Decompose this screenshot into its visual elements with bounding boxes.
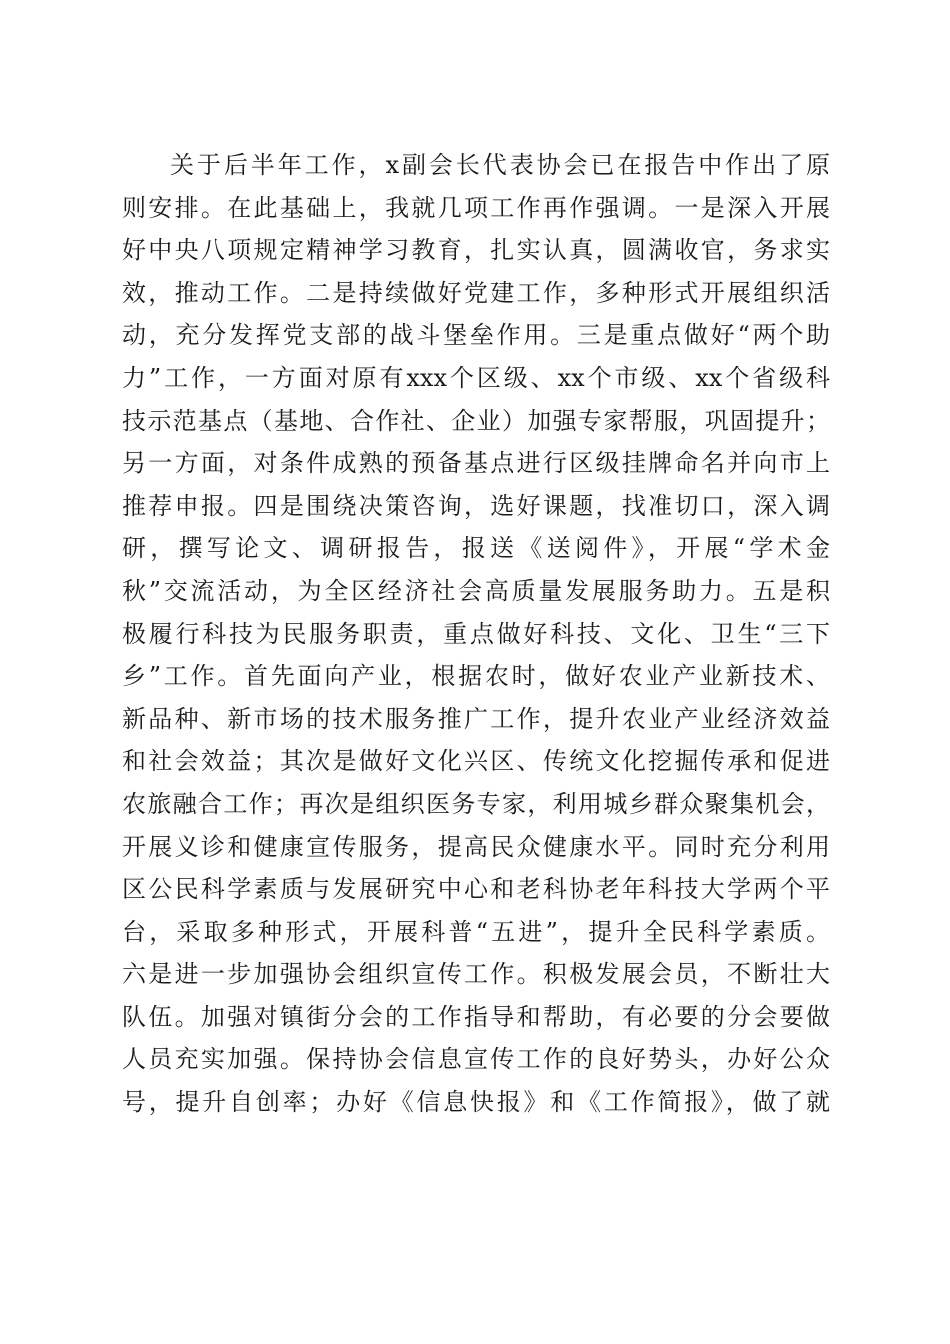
- text-line: 好中央八项规定精神学习教育，扎实认真，圆满收官，务求实: [122, 236, 830, 265]
- text-line: 人员充实加强。保持协会信息宣传工作的良好势头，办好公众: [122, 1045, 830, 1074]
- text-line: 乡”工作。首先面向产业，根据农时，做好农业产业新技术、: [122, 662, 830, 691]
- text-line: 动，充分发挥党支部的战斗堡垒作用。三是重点做好“两个助: [122, 321, 830, 350]
- text-line: 效，推动工作。二是持续做好党建工作，多种形式开展组织活: [122, 278, 830, 307]
- text-line: 技示范基点（基地、合作社、企业）加强专家帮服，巩固提升；: [122, 406, 830, 435]
- text-line: 队伍。加强对镇街分会的工作指导和帮助，有必要的分会要做: [122, 1002, 830, 1031]
- text-line: 新品种、新市场的技术服务推广工作，提升农业产业经济效益: [122, 704, 830, 733]
- text-line: 则安排。在此基础上，我就几项工作再作强调。一是深入开展: [122, 193, 830, 222]
- text-line: 推荐申报。四是围绕决策咨询，选好课题，找准切口，深入调: [122, 491, 830, 520]
- text-line: 研，撰写论文、调研报告，报送《送阅件》，开展“学术金: [122, 534, 830, 563]
- text-line: 极履行科技为民服务职责，重点做好科技、文化、卫生“三下: [122, 619, 830, 648]
- text-line: 开展义诊和健康宣传服务，提高民众健康水平。同时充分利用: [122, 832, 830, 861]
- text-line: 和社会效益；其次是做好文化兴区、传统文化挖掘传承和促进: [122, 747, 830, 776]
- text-line: 台，采取多种形式，开展科普“五进”，提升全民科学素质。: [122, 917, 830, 946]
- text-line: 号，提升自创率；办好《信息快报》和《工作简报》，做了就: [122, 1088, 830, 1117]
- text-line: 秋”交流活动，为全区经济社会高质量发展服务助力。五是积: [122, 576, 830, 605]
- body-paragraph: [122, 144, 830, 1124]
- text-line: 关于后半年工作，x副会长代表协会已在报告中作出了原: [170, 151, 830, 179]
- text-line: 区公民科学素质与发展研究中心和老科协老年科技大学两个平: [122, 875, 830, 904]
- text-line: 六是进一步加强协会组织宣传工作。积极发展会员，不断壮大: [122, 960, 830, 989]
- text-line: 另一方面，对条件成熟的预备基点进行区级挂牌命名并向市上: [122, 449, 830, 478]
- text-line: 力”工作，一方面对原有xxx个区级、xx个市级、xx个省级科: [122, 363, 830, 392]
- text-line: 农旅融合工作；再次是组织医务专家，利用城乡群众聚集机会，: [122, 789, 830, 818]
